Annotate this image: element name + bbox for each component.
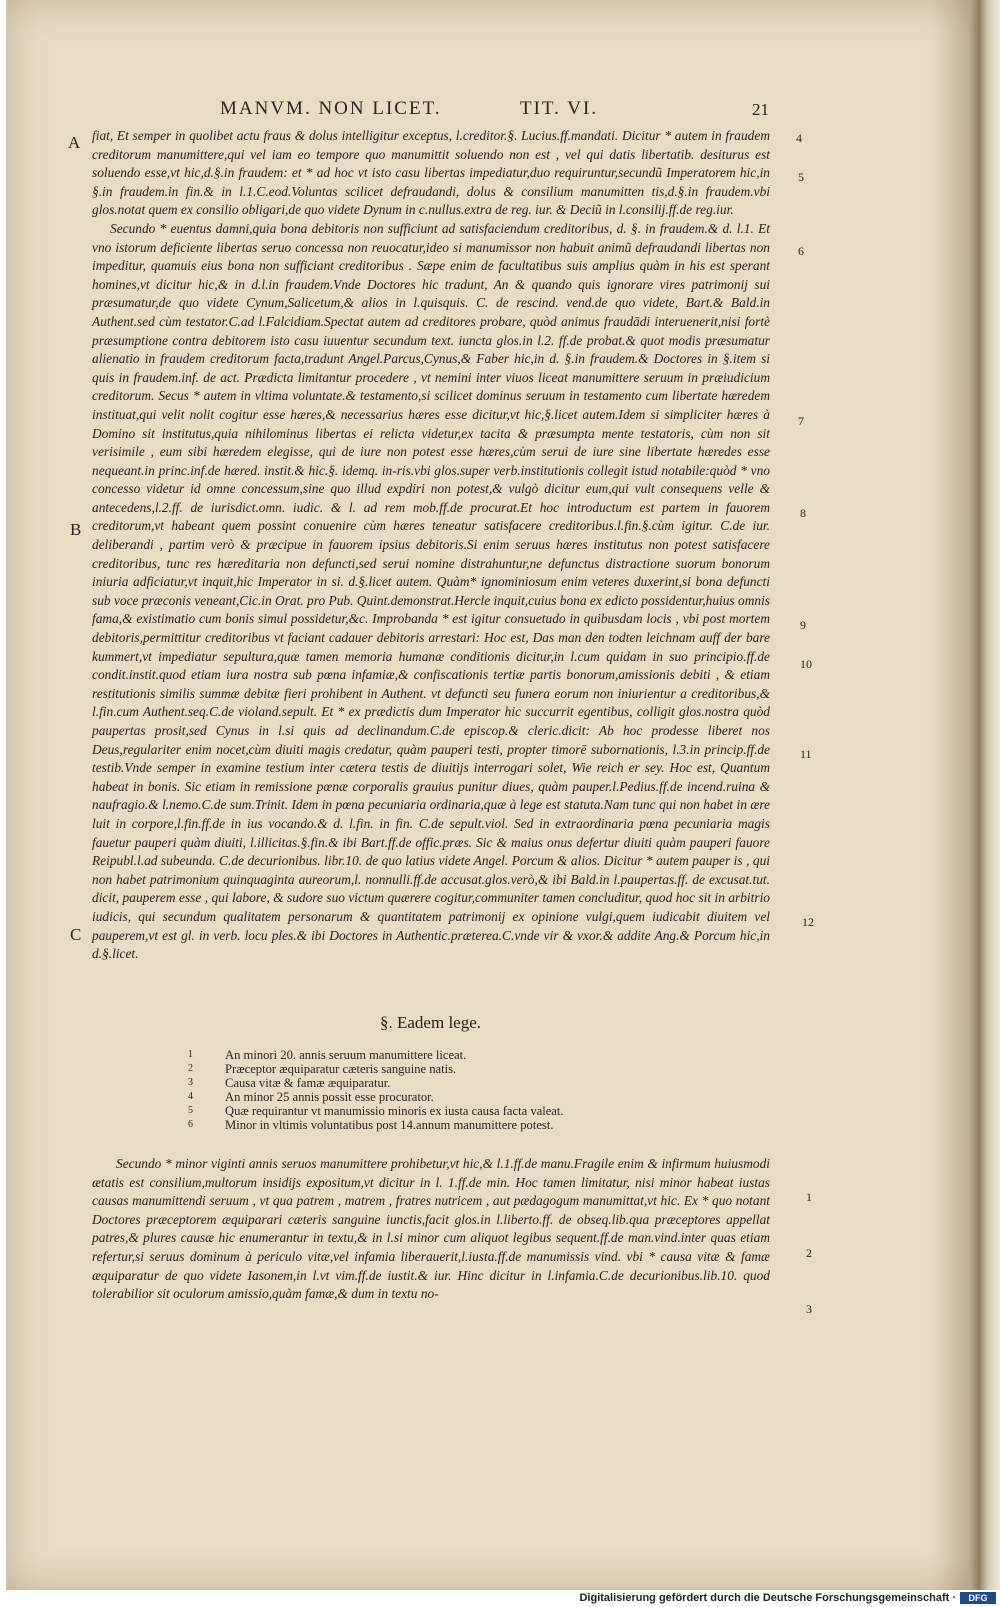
summary-item xyxy=(188,1104,708,1118)
summary-number: 1 xyxy=(188,1049,193,1060)
margin-letter-b: B xyxy=(70,520,82,539)
margin-number: 4 xyxy=(796,131,802,145)
commentary-text-continued xyxy=(92,1155,770,1304)
summary-text: Præceptor æquiparatur cæteris sanguine natis. xyxy=(225,1062,457,1076)
title-number: TIT. VI. xyxy=(520,98,599,119)
summary-text: An minor 25 annis possit esse procurator. xyxy=(225,1090,434,1104)
margin-number: 7 xyxy=(798,414,804,428)
summary-text: Quæ requirantur vt manumissio minoris ex iusta causa facta valeat. xyxy=(225,1104,564,1118)
summary-number: 3 xyxy=(188,1077,193,1088)
footer-credit: Digitalisierung gefördert durch die Deutsche Forschungsgemeinschaft · xyxy=(579,1592,956,1604)
margin-number: 1 xyxy=(806,1190,812,1204)
margin-letter-c: C xyxy=(70,925,82,944)
summary-number: 6 xyxy=(188,1119,193,1130)
summary-item xyxy=(188,1048,708,1062)
dfg-logo: DFG xyxy=(960,1592,996,1604)
margin-number: 6 xyxy=(798,244,804,258)
paragraph: Secundo * euentus damni,quia bona debitoris non sufficiunt ad satisfaciendum creditoribus, d. §. in fraudem.& d. l.1. Et vno istorum deficiente libertas seruo concessa non reuocatur,ideo si manumissor non habuit animũ defraudandi libertas non impeditur, quamuis eius bona non sufficiant creditoribus . Sæpe enim de facultatibus suis amplius quàm in his est sperant homines,vt dicitur hic,& in d.l.in fraudem.Vnde Doctores hic tradunt, An & quando quis ignorare vires patrimonij sui præsumatur,de quo videte Cynum,Salicetum,& alios in l.quisquis. C. de rescind. vend.de quo videte, Bart.& Bald.in Authent.sed cùm testator.C.ad l.Falcidiam.Spectat autem ad creditores probare, quòd animus fraudādi interuenerit,nisi fortè præsumptione contra debitorem isto casu iuuentur secundum text. iuncta glos.in l.2. ff.de probat.& quot modis præsumatur alienatio in fraudem creditorum facta,tradunt Angel.Parcus,Cynus,& Faber hic,in d. §.in fraudem.& Doctores in §.item si quis in fraudem.inf. de act. Prædicta limitantur procedere , vt nemini inter viuos liceat manumittere seruum in præiudicium creditorum. Secus * autem in vltima voluntate.& testamento,si scilicet dominus seruum in testamento cum libertate hæredem instituat,qui velit nolit cogitur esse hæres,& necessarius hæres esse dicitur,vt hic,§.licet autem.Idem si simpliciter hæres à Domino sit institutus,quia nihilominus libertas ei relicta videtur,ex tacita & præsumpta mente testatoris, cùm non sit verisimile , eum sibi hæredem elegisse, qui de iure non potest esse hæres,cùm serui de iure sine libertate hæredes esse nequeant.in princ.inf.de hæred. instit.& hic.§. idemq. in-ris.vbi glos.super verb.institutionis collegit istud notabile:quòd * vno concesso videtur id omne concessum,sine quo illud expdiri non potest,& vulgò dicitur eum,qui vult consequens velle & antecedens,l.2.ff. de iurisdict.omn. iudic. & l. ad rem mob.ff.de procurat.Et hoc introductum est partem in fauorem creditorum,vt habeant quem possint conuenire cùm hæres teneatur satisfacere creditoribus.l.fin.§.cùm igitur. C.de iur. deliberandi , partim verò & præcipue in fauorem ipsius debitoris.Si enim seruus hæres institutus non potest satisfacere creditoribus, tunc res hæreditaria non defuncti,sed serui nomine distrahuntur,ne defunctus distractione suorum bonorum iniuria adficiatur,vt inquit,hic Imperator in si. d.§.licet autem. Quàm* ignominiosum enim veteres duxerint,si bona defuncti sub voce præconis veneant,Cic.in Orat. pro Pub. Quint.demonstrat.Hercle inquit,cuius bona ex edicto possidentur,huius omnis fama,& existimatio cum bonis simul possidetur,&c. Improbanda * est igitur consuetudo in quibusdam locis , vbi post mortem debitoris,permittitur creditoribus vt faciant cadauer debitoris arrestari: Hoc est, Das man den todten leichnam auff der bare kummert,vt impediatur sepultura,quæ tamen memoria humanæ conditionis dicitur,in l.cum quidam in suo principio.ff.de condit.instit.quod etiam iura nostra sub pœna infamiæ,& confiscationis tertiæ partis bonorum,amissionis debiti , & etiam restitutionis similis summæ debitæ fieri prohibent in Authent. vt defuncti seu funera eorum non iniurientur a creditoribus,& l.fin.cum Authent.seq.C.de violand.sepult. Et * ex prædictis dum Imperator hic succurrit egentibus, colligit glos.nostra quòd paupertas prosit,sed Cynus in l.si quis ad declinandum.C.de episcop.& cleric.dicit: Ab hoc prodesse liberet nos Deus,regulariter enim nocet,cùm diuiti magis credatur, quàm pauperi testi, propter timorē subornationis, l.3.in princip.ff.de testib.Vnde semper in examine testium inter cætera testis de diuitijs interrogari solet, Wie reich er sey. Hoc est, Quantum habeat in bonis. Sic etiam in remissione pœnæ corporalis grauius punitur diues, quàm pauper.l.Pedius.ff.de incend.ruina & naufragio.& l.nemo.C.de sum.Trinit. Idem in pœna pecuniaria ordinaria,quæ à lege est statuta.Nam tunc qui non habet in ære luit in corpore,l.fin.ff.de in ius vocando.& d. l.fin. in fin. C.de sepult.viol. Sed in extraordinaria pœna pecuniaria magis fauetur pauperi quàm diuiti, l.illicitas.§.fin.& ibi Bart.ff.de offic.præs. Sic & maius onus defertur diuiti quàm pauperi fauore Reipubl.l.ad subeunda. C.de decurionibus. libr.10. de quo latius videte Angel. Porcum & alios. Dicitur * autem pauper is , qui non habet patrimonium quinquaginta aureorum,l. nonnulli.ff.de accusat.glos.verò,& ibi Bald.in l.paupertas.ff. de excusat.tut. dicit, pauperem esse , qui labore, & sudore suo victum quærere cogitur,communiter tamen concluditur, quod hoc sit in arbitrio iudicis, qui secundum qualitatem personarum & quantitatem patrimonij ex opinione vulgi,quem iudicabit diuitem vel pauperem,vt est gl. in verb. locu ples.& ibi Doctores in Authentic.præterea.C.vnde vir & vxor.& addite Ang.& Porcum hic,in d.§.licet. xyxy=(92,220,770,962)
paragraph: fiat, Et semper in quolibet actu fraus & dolus intelligitur exceptus, l.creditor.§. Lucius.ff.mandati. Dicitur * autem in fraudem creditorum manumittere,qui vel iam eo tempore quo manumittit soluendo non est , vel qui datis libertatib. desiturus est soluendo esse,vt hic,d.§.in fraudem: et * ad hoc vt isto casu libertas impediatur,duo requiruntur,secundũ Imperatorem hic,in §.in fraudem.in fin.& in l.1.C.eod.Voluntas scilicet defraudandi, dolus & consilium manumitten tis,d.§.in fraudem.vbi glos.notat quem ex consilio obligari,de quo videte Dynum in c.nullus.extra de reg. iur. & Deciũ in l.consilij.ff.de reg.iur. xyxy=(92,128,770,218)
summary-number: 4 xyxy=(188,1091,193,1102)
page-edge-shadow xyxy=(930,0,970,1590)
margin-number: 2 xyxy=(806,1246,812,1260)
running-title: MANVM. NON LICET. xyxy=(220,98,442,119)
summary-number: 2 xyxy=(188,1063,193,1074)
summary-item xyxy=(188,1090,708,1104)
summary-text: An minori 20. annis seruum manumittere liceat. xyxy=(225,1048,467,1062)
page-number: 21 xyxy=(752,100,769,119)
margin-number: 8 xyxy=(800,506,806,520)
summary-list xyxy=(188,1048,708,1132)
margin-number: 11 xyxy=(800,747,812,761)
margin-number: 5 xyxy=(798,170,804,184)
section-heading: §. Eadem lege. xyxy=(380,1013,482,1032)
digitization-footer xyxy=(0,1590,1000,1607)
margin-number: 12 xyxy=(802,915,814,929)
summary-text: Minor in vltimis voluntatibus post 14.annum manumittere potest. xyxy=(225,1118,554,1132)
summary-item xyxy=(188,1076,708,1090)
margin-number: 9 xyxy=(800,618,806,632)
margin-number: 10 xyxy=(800,657,812,671)
summary-number: 5 xyxy=(188,1105,193,1116)
commentary-text xyxy=(92,127,770,964)
summary-text: Causa vitæ & famæ æquiparatur. xyxy=(225,1076,391,1090)
paragraph: Secundo * minor viginti annis seruos manumittere prohibetur,vt hic,& l.1.ff.de manu.Fragile enim & infirmum huiusmodi ætatis est consilium,multorum insidijs expositum,vt dicitur in l. 1.ff.de min. Hoc tamen limitatur, nisi minor habeat iustas causas manumittendi seruum , vt qua patrem , matrem , fratres nutricem , aut pædagogum manumittat,vt hic. Ex * quo notant Doctores præceptorem æquiparari cæteris sanguine iunctis,facit glos.in l.liberto.ff. de obseq.lib.qua præceptores appellat patres,& plures causæ hic enumerantur in textu,& in l.si minor cum aliquot legibus sequent.ff.de man.vind.inter quas etiam refertur,si seruus dominum à periculo vitæ,vel infamia liberauerit,l.iusta.ff.de manumissis vind. vbi * causa vitæ & famæ æquiparatur de quo videte Iasonem,in l.vt vim.ff.de iustit.& iur. Hinc dicitur in l.infamia.C.de decurionibus.lib.10. quod tolerabilior sit oculorum amissio,quàm famæ,& dum in textu no- xyxy=(92,1156,770,1302)
margin-letter-a: A xyxy=(68,133,81,152)
summary-item xyxy=(188,1118,708,1132)
summary-item xyxy=(188,1062,708,1076)
book-spine xyxy=(970,0,1000,1590)
margin-number: 3 xyxy=(806,1302,812,1316)
